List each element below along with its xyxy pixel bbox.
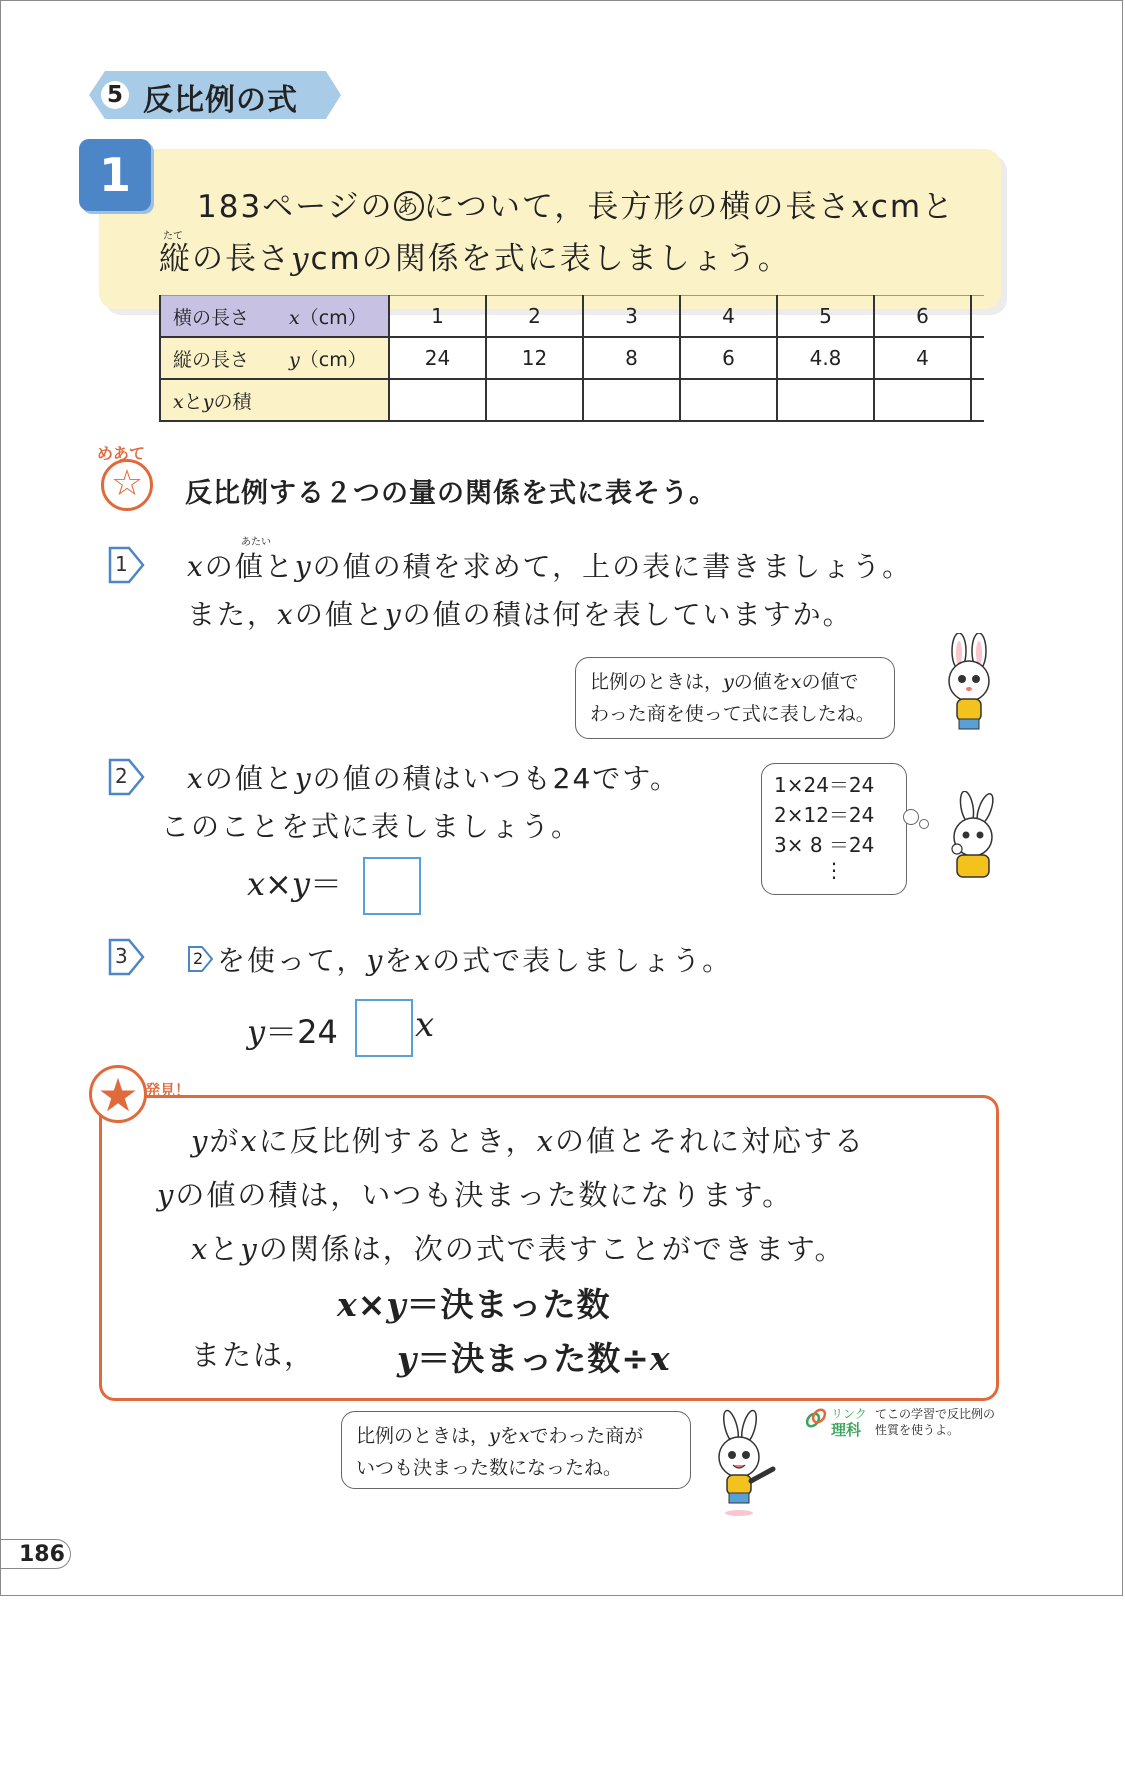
link-tag: リンク: [831, 1407, 867, 1421]
step-2-line-1: xの値とyの値の積はいつも24です。: [187, 762, 681, 795]
step-2-ref-icon: 2: [187, 945, 215, 973]
table-cell-empty[interactable]: [971, 379, 984, 421]
table-cell: 4.8: [777, 337, 874, 379]
table-cell-empty[interactable]: [874, 379, 971, 421]
table-row: [160, 296, 984, 338]
discovery-formula-2: y＝決まった数÷x: [397, 1339, 671, 1378]
step-3-marker: 3: [107, 937, 145, 975]
step-2-line-2: このことを式に表しましょう。: [161, 810, 582, 843]
table-cell: 6: [680, 337, 777, 379]
discovery-line-2: yの値の積は，いつも決まった数になります。: [157, 1178, 794, 1212]
step-1-line-1: xの値とyの値の積を求めて，上の表に書きましょう。: [187, 550, 913, 583]
problem-text: について，長方形の横の長さ: [423, 189, 852, 225]
table-cell-empty[interactable]: [777, 379, 874, 421]
row-header-product: xとyの積: [160, 379, 389, 421]
star-outline-icon: ☆: [101, 459, 153, 511]
circled-a-icon: あ: [394, 191, 424, 221]
table-row: [160, 379, 984, 421]
table-cell: 1: [389, 296, 486, 338]
speech-bubble-1: 比例のときは，yの値をxの値で わった商を使って式に表したね。: [575, 657, 895, 739]
step-3-line: を使って，yをxの式で表しましょう。: [217, 944, 733, 977]
discovery-or: または，: [191, 1338, 316, 1372]
section-title: 反比例の式: [143, 83, 298, 118]
problem-text: cmの関係を式に表しましょう。: [310, 241, 791, 277]
link-subject: 理科: [831, 1421, 862, 1439]
step-2-marker: 2: [107, 757, 145, 795]
table-cell: [971, 337, 984, 379]
thought-dot: [919, 819, 929, 829]
row-header-width: 横の長さ x（cm）: [160, 296, 389, 338]
table-cell: 12: [486, 337, 583, 379]
table-cell-empty[interactable]: [389, 379, 486, 421]
discovery-line-3: xとyの関係は，次の式で表すことができます。: [191, 1232, 846, 1266]
rabbit-thinking-icon: [933, 791, 1005, 891]
discovery-line-1: yがxに反比例するとき，xの値とそれに対応する: [191, 1124, 865, 1158]
table-cell: 3: [583, 296, 680, 338]
table-cell: [971, 296, 984, 338]
speech-bubble-3: 比例のときは，yをxでわった商が いつも決まった数になったね。: [341, 1411, 691, 1489]
table-cell: 5: [777, 296, 874, 338]
ruby-tate: たて: [163, 231, 183, 242]
section-number: 5: [101, 81, 129, 109]
table-cell: 4: [874, 337, 971, 379]
step-2-formula: x×y＝: [247, 865, 342, 903]
var-x: x: [851, 189, 871, 225]
problem-number-badge: 1: [79, 139, 151, 211]
xy-table: [159, 295, 984, 422]
link-icon: [805, 1407, 827, 1429]
table-cell-empty[interactable]: [680, 379, 777, 421]
table-row: [160, 337, 984, 379]
row-header-height: 縦の長さ y（cm）: [160, 337, 389, 379]
table-cell-empty[interactable]: [583, 379, 680, 421]
table-cell: 8: [583, 337, 680, 379]
step-3-formula: y＝24: [247, 1013, 338, 1051]
problem-box: [99, 149, 1001, 309]
ruby-atai: あたい: [241, 537, 271, 548]
problem-line-1: [197, 181, 955, 226]
answer-box-step-3[interactable]: [355, 999, 413, 1057]
rabbit-pointing-icon: [701, 1409, 785, 1519]
table-cell: 2: [486, 296, 583, 338]
star-filled-icon: ★: [89, 1065, 147, 1123]
table-cell: 24: [389, 337, 486, 379]
link-text: 性質を使うよ。: [875, 1423, 960, 1437]
problem-text: cmと: [870, 189, 956, 225]
problem-text: 縦の長さ: [159, 241, 291, 277]
discovery-formula-1: x×y＝決まった数: [337, 1285, 611, 1324]
problem-line-2: [159, 233, 791, 278]
answer-box-step-2[interactable]: [363, 857, 421, 915]
table-cell: 4: [680, 296, 777, 338]
thought-dot: [903, 809, 919, 825]
rabbit-mascot-icon: [937, 633, 1003, 737]
step-1-line-2: また，xの値とyの値の積は何を表していますか。: [187, 598, 853, 631]
goal-text: 反比例する２つの量の関係を式に表そう。: [185, 478, 717, 509]
link-text: てこの学習で反比例の: [875, 1407, 996, 1421]
problem-text: 183ページの: [197, 189, 394, 225]
step-1-marker: 1: [107, 545, 145, 583]
page-number: 186: [0, 1539, 71, 1569]
var-x: x: [415, 1005, 435, 1045]
table-cell-empty[interactable]: [486, 379, 583, 421]
goal-label: めあて: [97, 444, 146, 463]
calc-bubble: 1×24＝24 2×12＝24 3× 8 ＝24 ⋮: [761, 763, 907, 895]
table-cell: 6: [874, 296, 971, 338]
discovery-tag: 発見！: [145, 1081, 191, 1099]
var-y: y: [291, 241, 311, 277]
